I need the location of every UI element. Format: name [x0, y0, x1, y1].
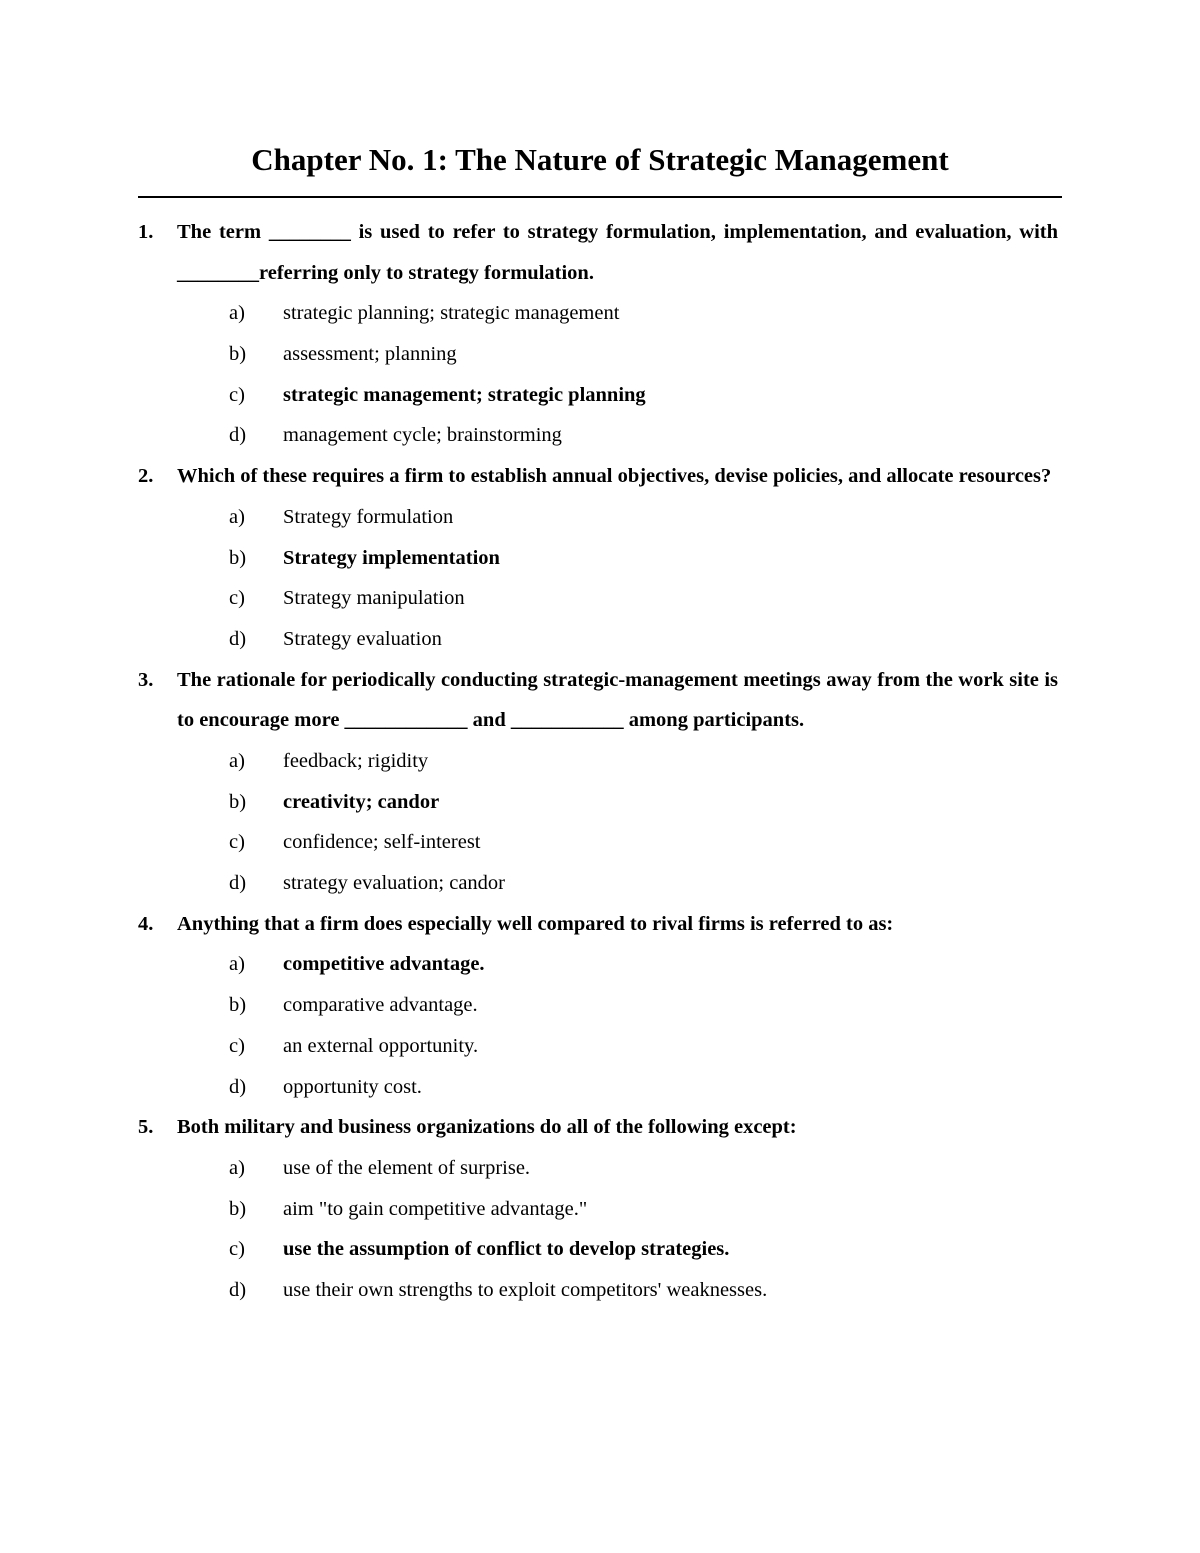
question-number: 3.: [138, 668, 154, 691]
option-item: [138, 782, 1058, 823]
option-text: creativity; candor: [283, 790, 440, 813]
option-letter: a): [229, 953, 245, 976]
option-letter: c): [229, 831, 245, 854]
option-item: [138, 619, 1058, 660]
option-text: opportunity cost.: [283, 1075, 422, 1098]
title-divider: [138, 196, 1062, 198]
option-text: Strategy formulation: [283, 505, 454, 528]
option-text: management cycle; brainstorming: [283, 424, 562, 447]
option-letter: a): [229, 750, 245, 773]
option-text: confidence; self-interest: [283, 831, 481, 854]
option-text: assessment; planning: [283, 343, 457, 366]
option-letter: c): [229, 1238, 245, 1261]
question-item: [138, 904, 1058, 1107]
question-text: Both military and business organizations do all of the following except:: [177, 1116, 797, 1139]
option-letter: b): [229, 1197, 247, 1220]
option-list: [138, 741, 1058, 904]
option-item: [138, 375, 1058, 416]
option-list: [138, 497, 1058, 660]
option-letter: a): [229, 1156, 245, 1179]
question-stem: [138, 212, 1058, 293]
option-text: use the assumption of conflict to develop strategies.: [283, 1238, 730, 1261]
question-text: Which of these requires a firm to establish annual objectives, devise policies, and allocate resources?: [177, 465, 1052, 488]
option-text: use of the element of surprise.: [283, 1156, 531, 1179]
option-text: comparative advantage.: [283, 994, 478, 1017]
question-item: [138, 660, 1058, 904]
option-text: strategic management; strategic planning: [283, 383, 646, 406]
option-letter: d): [229, 1075, 247, 1098]
option-list: [138, 293, 1058, 456]
option-item: [138, 1229, 1058, 1270]
option-item: [138, 822, 1058, 863]
option-text: aim "to gain competitive advantage.": [283, 1197, 588, 1220]
option-text: use their own strengths to exploit competitors' weaknesses.: [283, 1278, 768, 1301]
option-text: an external opportunity.: [283, 1034, 479, 1057]
question-item: [138, 212, 1058, 456]
option-text: strategy evaluation; candor: [283, 872, 505, 895]
option-letter: a): [229, 302, 245, 325]
question-number: 2.: [138, 465, 154, 488]
option-item: [138, 1270, 1058, 1311]
question-number: 4.: [138, 912, 154, 935]
option-item: [138, 1148, 1058, 1189]
option-letter: c): [229, 1034, 245, 1057]
option-text: competitive advantage.: [283, 953, 485, 976]
question-stem: [138, 456, 1058, 497]
option-item: [138, 1067, 1058, 1108]
option-item: [138, 863, 1058, 904]
question-item: [138, 456, 1058, 659]
option-letter: d): [229, 627, 247, 650]
question-text: The rationale for periodically conducting strategic-management meetings away from the work site is to encourage more ____________ and ___________ among participants.: [177, 668, 1058, 732]
option-letter: a): [229, 505, 245, 528]
option-item: [138, 985, 1058, 1026]
question-number: 1.: [138, 221, 154, 243]
option-item: [138, 1026, 1058, 1067]
option-letter: c): [229, 383, 245, 406]
option-item: [138, 497, 1058, 538]
option-letter: c): [229, 587, 245, 610]
option-item: [138, 538, 1058, 579]
question-list: [138, 212, 1058, 1311]
option-letter: d): [229, 1278, 247, 1301]
question-number: 5.: [138, 1116, 154, 1139]
option-item: [138, 415, 1058, 456]
option-item: [138, 741, 1058, 782]
option-list: [138, 1148, 1058, 1311]
question-stem: [138, 660, 1058, 741]
question-text: The term ________ is used to refer to strategy formulation, implementation, and evaluation, with ________referring only to strategy formulation.: [177, 221, 1058, 284]
question-item: [138, 1107, 1058, 1310]
question-text: Anything that a firm does especially well compared to rival firms is referred to as:: [177, 912, 894, 935]
option-text: feedback; rigidity: [283, 750, 429, 773]
option-letter: d): [229, 424, 247, 447]
option-text: Strategy evaluation: [283, 627, 442, 650]
option-text: Strategy manipulation: [283, 587, 465, 610]
question-stem: [138, 1107, 1058, 1148]
option-item: [138, 578, 1058, 619]
question-stem: [138, 904, 1058, 945]
option-letter: b): [229, 994, 247, 1017]
option-letter: b): [229, 790, 247, 813]
page-title: Chapter No. 1: The Nature of Strategic Management: [251, 142, 949, 177]
option-item: [138, 1189, 1058, 1230]
option-text: Strategy implementation: [283, 546, 500, 569]
option-letter: b): [229, 546, 247, 569]
option-item: [138, 293, 1058, 334]
option-text: strategic planning; strategic management: [283, 302, 620, 325]
option-letter: b): [229, 343, 247, 366]
option-item: [138, 334, 1058, 375]
option-letter: d): [229, 872, 247, 895]
option-item: [138, 944, 1058, 985]
option-list: [138, 944, 1058, 1107]
